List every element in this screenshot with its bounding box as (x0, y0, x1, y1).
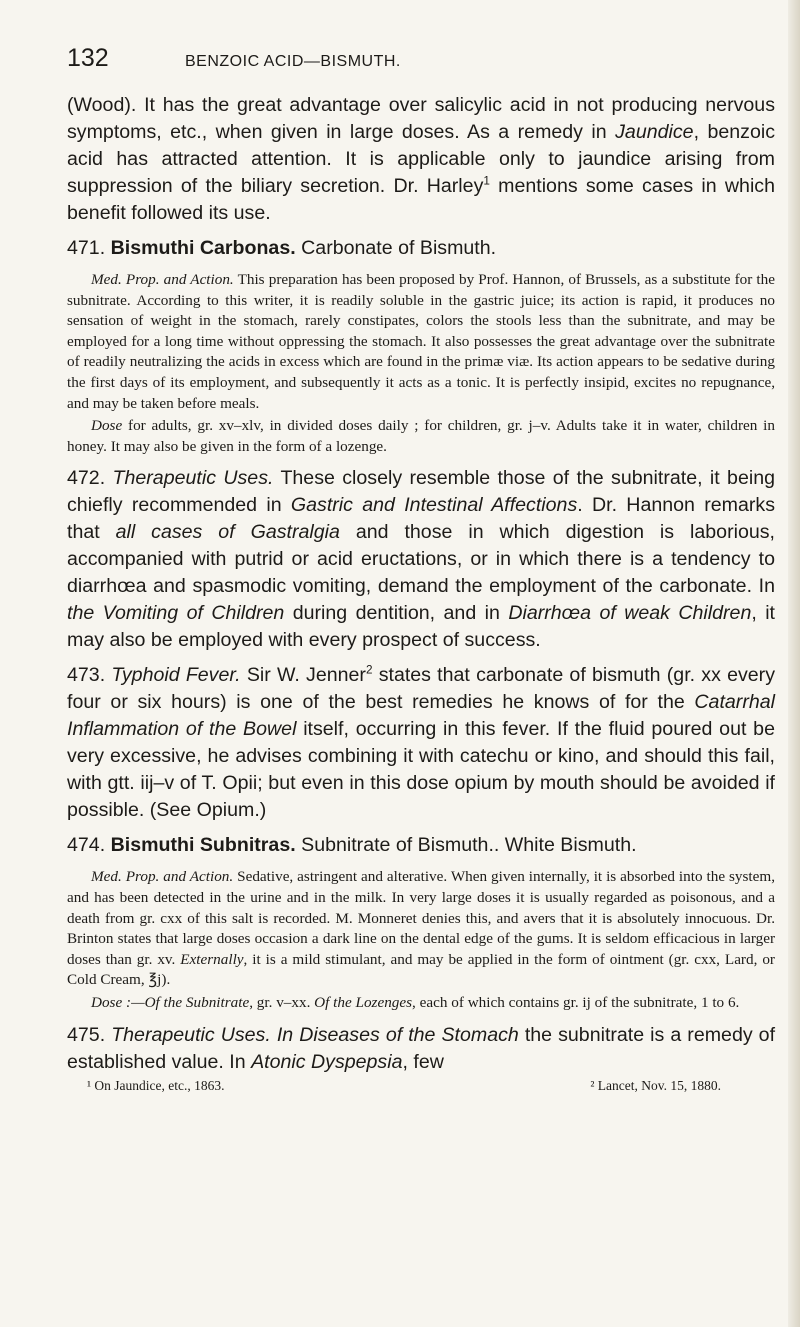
text: , benzoic acid has attracted attention. It is applicable only to jaundice arising from suppression of the biliary secretion. Dr. Harley (67, 121, 775, 197)
text: itself, occurring in this fever. If the fluid poured out be very excessive, he advises combining it with catechu or kino, and should this fail, with gtt. iij–v of T. Opii; but even in this dose opium by mouth should be avoided if possible. (See Opium.) (67, 718, 775, 822)
section-475 (67, 1022, 775, 1076)
section-number: 475. (67, 1023, 106, 1046)
section-number: 471. (67, 237, 106, 259)
italic-text: Atonic Dyspepsia (251, 1050, 403, 1073)
italic-text: Diarrhœa of weak Children (508, 602, 752, 625)
text: , gr. v–xx. (249, 993, 315, 1011)
section-subtitle: Carbonate of Bismuth. (301, 237, 497, 259)
section-number: 472. (67, 467, 106, 490)
text: the subnitrate is a remedy of established value. In (67, 1023, 776, 1073)
section-number: 473. (67, 664, 106, 687)
italic-text: Catarrhal Inflammation of the Bowel (67, 691, 775, 741)
running-head: BENZOIC ACID—BISMUTH. (185, 53, 401, 70)
label: Typhoid Fever. (111, 664, 241, 687)
page-header (67, 44, 775, 84)
section-473 (67, 662, 775, 824)
footnotes (67, 1078, 775, 1094)
section-471-heading (67, 235, 775, 262)
text: mentions some cases in which benefit followed its use. (67, 175, 775, 224)
text: states that carbonate of bismuth (gr. xx every four or six hours) is one of the best remedies he knows of for the (67, 664, 776, 714)
s474-med-prop (67, 867, 775, 991)
label: Dose :—Of the Subnitrate (91, 993, 250, 1011)
footnote-1: ¹ On Jaundice, etc., 1863. (87, 1077, 225, 1093)
label: Med. Prop. and Action. (91, 271, 234, 288)
footnote-ref: 1 (483, 174, 490, 188)
section-title: Bismuthi Carbonas. (110, 237, 296, 259)
label: Externally (180, 950, 244, 968)
text: This preparation has been proposed by Prof. Hannon, of Brussels, as a substitute for the subnitrate. According to this writer, it is readily soluble in the gastric juice; its action is rapid, it produces no sensation of weight in the stomach, rarely constipates, colors the stools less than the subnitrate, and may be employed for a long time without oppressing the stomach. It also possesses the great advantage over the subnitrate of readily neutralizing the acids in excess which are found in the primæ viæ. Its action appears to be sedative during the first days of its employment, and subsequently it acts as a tonic. It is perfectly insipid, excites no repugnance, and may be taken before meals. (67, 271, 775, 412)
italic-text: In Diseases of the Stomach (276, 1023, 519, 1046)
italic-text: Jaundice (615, 121, 694, 143)
footnote-ref: 2 (365, 663, 373, 677)
italic-text: Gastric and Intestinal Affections (290, 494, 578, 517)
text: , each of which contains gr. ij of the subnitrate, 1 to 6. (412, 993, 740, 1011)
s474-dose (67, 993, 775, 1014)
footnote-2: ² Lancet, Nov. 15, 1880. (590, 1077, 721, 1093)
text: These closely resemble those of the subnitrate, it being chiefly recommended in (67, 467, 775, 517)
label: Therapeutic Uses. (112, 467, 274, 490)
section-474-heading (67, 832, 775, 859)
label: Dose (91, 417, 123, 435)
text: Sir W. Jenner (240, 664, 366, 687)
text: (Wood). It has the great advantage over salicylic acid in not producing nervous symptoms, etc., when given in large doses. As a remedy in (67, 94, 775, 143)
label: Therapeutic Uses. (111, 1023, 271, 1046)
text: during dentition, and in (284, 602, 509, 625)
text: Sedative, astringent and alterative. When given internally, it is absorbed into the system, and has been detected in the urine and in the milk. In very large doses it is usually regarded as poisonous, and a death from gr. cxx of this salt is recorded. M. Monneret denies this, and avers that it is absolutely innocuous. Dr. Brinton states that large doses occasion a dark line on the dental edge of the gums. It is seldom efficacious in larger doses than gr. xv. (67, 868, 775, 968)
s471-med-prop (67, 270, 775, 414)
text: , it may also be employed with every prospect of success. (67, 602, 775, 652)
section-subtitle: Subnitrate of Bismuth.. White Bismuth. (301, 834, 637, 857)
s471-dose (67, 416, 775, 457)
text: for adults, gr. xv–xlv, in divided doses daily ; for children, gr. j–v. Adults take it in water, children in honey. It may also be given in the form of a lozenge. (67, 417, 775, 455)
text: , few (402, 1050, 444, 1073)
italic-text: the Vomiting of Children (67, 602, 285, 625)
text: and those in which digestion is laborious, accompanied with putrid or acid eructations, or in which there is a tendency to diarrhœa and spasmodic vomiting, demand the employment of the carbonate. In (67, 521, 775, 598)
text: . Dr. Hannon remarks that (67, 494, 775, 544)
italic-text: all cases of Gastralgia (115, 521, 340, 544)
section-number: 474. (67, 834, 106, 857)
page-edge-shadow (788, 0, 800, 1327)
section-472 (67, 465, 775, 654)
label: Of the Lozenges (314, 993, 413, 1011)
section-title: Bismuthi Subnitras. (110, 834, 296, 857)
book-page (67, 44, 775, 1094)
page-number: 132 (67, 44, 109, 72)
continued-paragraph (67, 92, 775, 227)
label: Med. Prop. and Action. (91, 868, 234, 886)
text: , it is a mild stimulant, and may be applied in the form of ointment (gr. cxx, Lard, or Cold Cream, ℥j). (67, 950, 775, 989)
